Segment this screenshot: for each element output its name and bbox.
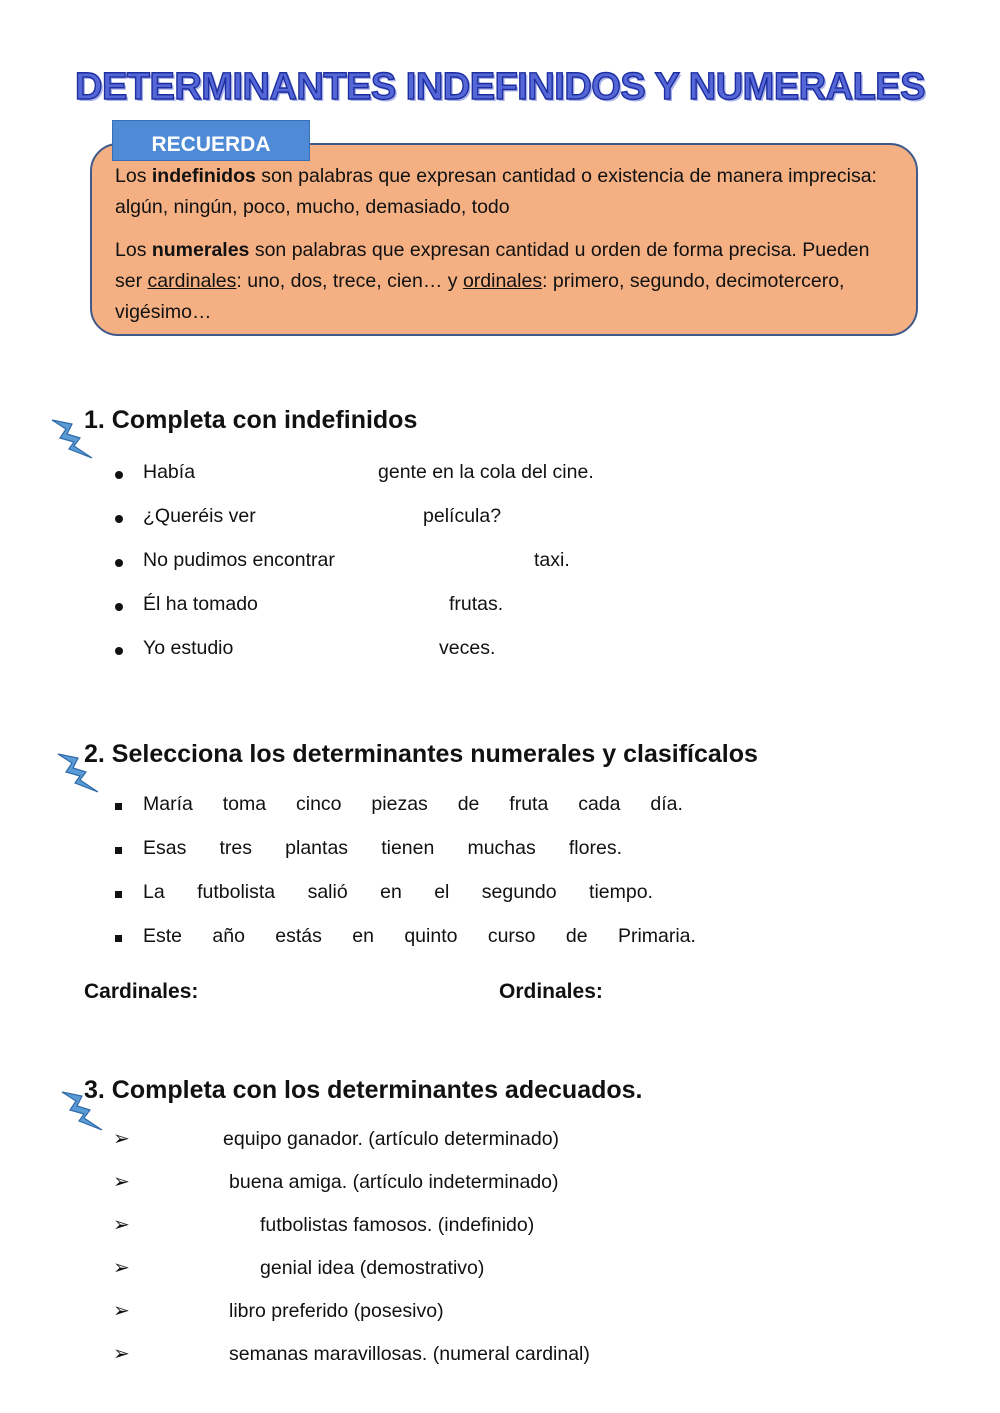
sentence-2: Esas tres plantas tienen muchas flores. bbox=[143, 837, 622, 859]
arrow-bullet-icon: ➢ bbox=[113, 1171, 130, 1193]
list-item bbox=[113, 925, 696, 969]
arrow-bullet-icon: ➢ bbox=[113, 1257, 130, 1279]
recuerda-tab: RECUERDA bbox=[112, 120, 310, 161]
sentence-3: La futbolista salió en el segundo tiempo. bbox=[143, 881, 653, 903]
section3-title: 3. Completa con los determinantes adecuados. bbox=[84, 1076, 643, 1104]
list-item: No pudimos encontrar taxi. bbox=[113, 549, 594, 593]
list-item: ➢ semanas maravillosas. (numeral cardinal) bbox=[113, 1343, 590, 1365]
list-item: Yo estudio veces. bbox=[113, 637, 594, 681]
list-item bbox=[113, 881, 653, 925]
ordinales-label: Ordinales: bbox=[499, 980, 603, 1003]
list-item bbox=[113, 837, 622, 881]
cardinales-label: Cardinales: bbox=[84, 980, 199, 1003]
list-item: ¿Queréis ver película? bbox=[113, 505, 594, 549]
list-item: ➢ buena amiga. (artículo indeterminado) bbox=[113, 1171, 559, 1193]
sentence-4: Este año estás en quinto curso de Primaria. bbox=[143, 925, 696, 947]
arrow-bullet-icon: ➢ bbox=[113, 1343, 130, 1365]
sentence-1: María toma cinco piezas de fruta cada día. bbox=[143, 793, 683, 815]
recuerda-numerales-text: Los numerales son palabras que expresan cantidad u orden de forma precisa. Pueden ser cardinales: uno, dos, trece, cien… y ordinales: primero, segundo, decimotercero, vigésimo… bbox=[115, 239, 870, 323]
list-item: ➢ genial idea (demostrativo) bbox=[113, 1257, 485, 1279]
section2-title: 2. Selecciona los determinantes numerales y clasifícalos bbox=[84, 740, 758, 768]
list-item: Él ha tomado frutas. bbox=[113, 593, 594, 637]
list-item bbox=[113, 793, 683, 837]
arrow-bullet-icon: ➢ bbox=[113, 1300, 130, 1322]
section1-list bbox=[113, 461, 594, 681]
section2-list bbox=[113, 793, 696, 969]
section1-title: 1. Completa con indefinidos bbox=[84, 406, 418, 434]
recuerda-indefinidos-text: Los indefinidos son palabras que expresan cantidad o existencia de manera imprecisa: algún, ningún, poco, mucho, demasiado, todo bbox=[115, 165, 877, 218]
page-title: DETERMINANTES INDEFINIDOS Y NUMERALES bbox=[75, 66, 925, 108]
list-item: ➢ libro preferido (posesivo) bbox=[113, 1300, 444, 1322]
list-item: ➢ futbolistas famosos. (indefinido) bbox=[113, 1214, 535, 1236]
arrow-bullet-icon: ➢ bbox=[113, 1128, 130, 1150]
list-item: ➢ equipo ganador. (artículo determinado) bbox=[113, 1128, 560, 1150]
section3-list bbox=[113, 1128, 590, 1386]
list-item: Había gente en la cola del cine. bbox=[113, 461, 594, 505]
arrow-bullet-icon: ➢ bbox=[113, 1214, 130, 1236]
recuerda-box bbox=[90, 143, 918, 336]
